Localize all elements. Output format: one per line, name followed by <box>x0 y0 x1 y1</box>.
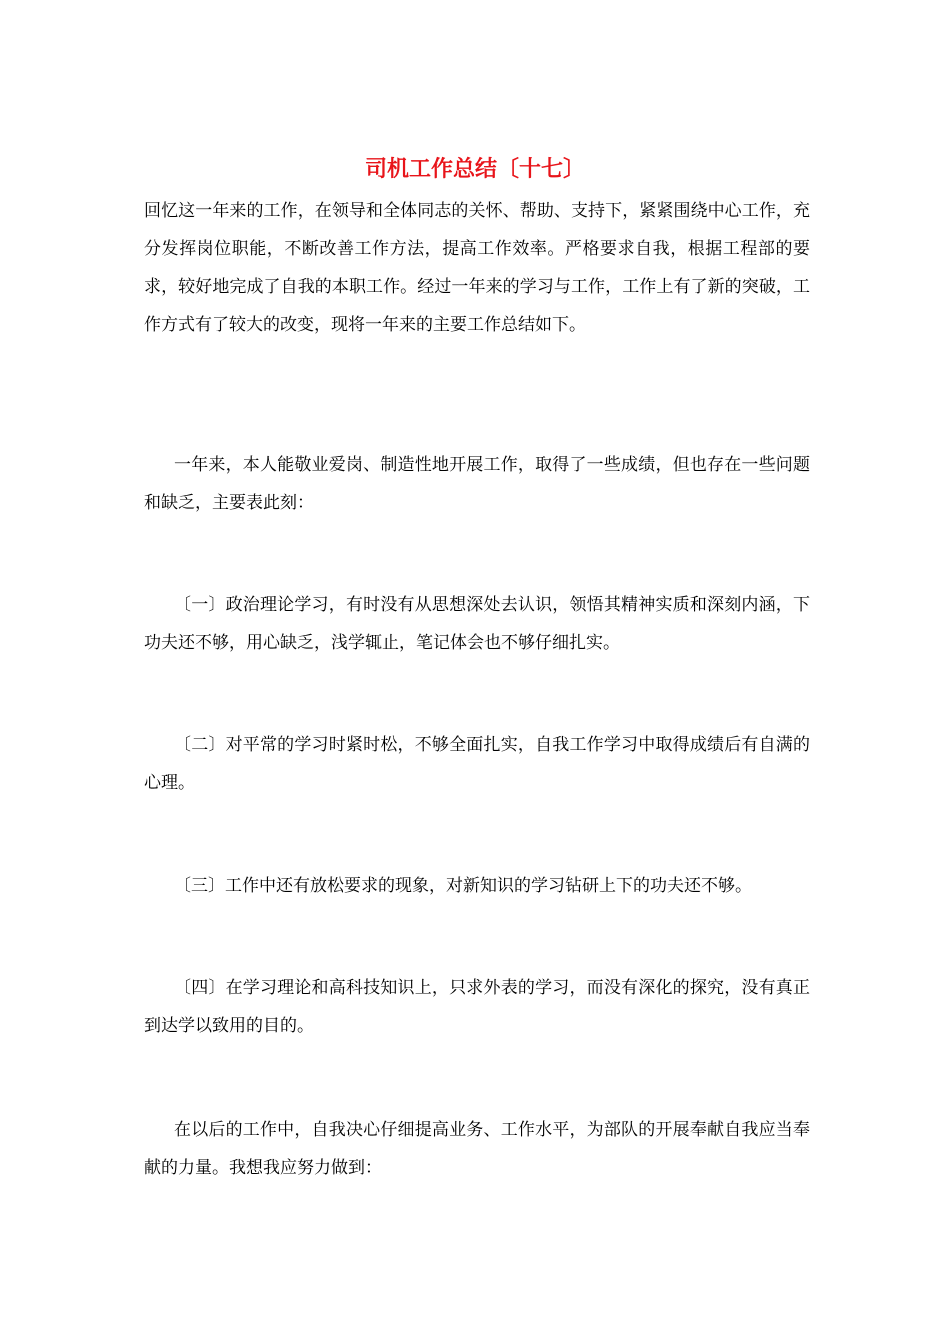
issue-3-paragraph: 〔三〕工作中还有放松要求的现象，对新知识的学习钻研上下的功夫还不够。 <box>174 876 752 896</box>
issue-4-paragraph: 〔四〕在学习理论和高科技知识上，只求外表的学习，而没有深化的探究，没有真正到达学以致用的目的。 <box>144 978 810 1036</box>
issue-2-paragraph: 〔二〕对平常的学习时紧时松，不够全面扎实，自我工作学习中取得成绩后有自满的心理。 <box>144 735 810 793</box>
plan-paragraph: 在以后的工作中，自我决心仔细提高业务、工作水平，为部队的开展奉献自我应当奉献的力量。我想我应努力做到： <box>144 1120 810 1178</box>
intro-paragraph: 回忆这一年来的工作，在领导和全体同志的关怀、帮助、支持下，紧紧围绕中心工作，充分发挥岗位职能，不断改善工作方法，提高工作效率。严格要求自我，根据工程部的要求，较好地完成了自我的本职工作。经过一年来的学习与工作，工作上有了新的突破，工作方式有了较大的改变，现将一年来的主要工作总结如下。 <box>144 201 810 335</box>
issue-1-paragraph: 〔一〕政治理论学习，有时没有从思想深处去认识，领悟其精神实质和深刻内涵，下功夫还不够，用心缺乏，浅学辄止，笔记体会也不够仔细扎实。 <box>144 595 810 653</box>
summary-paragraph: 一年来，本人能敬业爱岗、制造性地开展工作，取得了一些成绩，但也存在一些问题和缺乏，主要表此刻： <box>144 455 810 513</box>
page-title: 司机工作总结〔十七〕 <box>364 156 585 182</box>
